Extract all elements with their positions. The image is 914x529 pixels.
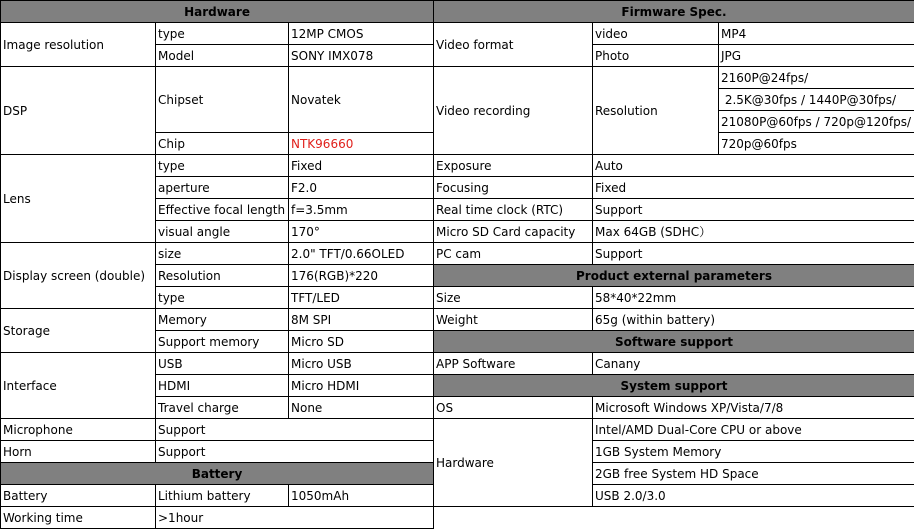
- rtc-label: Real time clock (RTC): [434, 199, 593, 221]
- battery-label: Battery: [1, 485, 156, 507]
- table-row: [434, 419, 914, 441]
- spec-value: 58*40*22mm: [593, 287, 914, 309]
- spec-value: Lithium battery: [156, 485, 289, 507]
- display-label: Display screen (double): [1, 243, 156, 309]
- lens-label: Lens: [1, 155, 156, 243]
- spec-value: Microsoft Windows XP/Vista/7/8: [593, 397, 914, 419]
- pc-cam-label: PC cam: [434, 243, 593, 265]
- table-row: [434, 23, 914, 45]
- hardware-table: [0, 0, 434, 529]
- battery-header-row: [1, 463, 434, 485]
- table-row: [434, 309, 914, 331]
- spec-value: Fixed: [593, 177, 914, 199]
- spec-value: Max 64GB (SDHC）: [593, 221, 914, 243]
- horn-label: Horn: [1, 441, 156, 463]
- exposure-label: Exposure: [434, 155, 593, 177]
- table-row: [434, 287, 914, 309]
- spec-key: Chip: [156, 133, 289, 155]
- software-header-row: [434, 331, 914, 353]
- hardware-header-row: [1, 1, 434, 23]
- external-header: Product external parameters: [434, 265, 914, 287]
- spec-key: aperture: [156, 177, 289, 199]
- spec-value: F2.0: [289, 177, 434, 199]
- spec-value: 176(RGB)*220: [289, 265, 434, 287]
- table-row: [434, 243, 914, 265]
- software-header: Software support: [434, 331, 914, 353]
- spec-value: 170°: [289, 221, 434, 243]
- spec-value: Intel/AMD Dual-Core CPU or above: [593, 419, 914, 441]
- spec-value: Auto: [593, 155, 914, 177]
- spec-key: Chipset: [156, 67, 289, 133]
- table-row: [1, 507, 434, 529]
- spec-value: 2.5K@30fps / 1440P@30fps/: [719, 89, 914, 111]
- image-resolution-label: Image resolution: [1, 23, 156, 67]
- spec-value: Micro HDMI: [289, 375, 434, 397]
- spec-value: 1050mAh: [289, 485, 434, 507]
- spec-value: SONY IMX078: [289, 45, 434, 67]
- spec-value: Support: [593, 199, 914, 221]
- spec-value: 65g (within battery): [593, 309, 914, 331]
- spec-value: f=3.5mm: [289, 199, 434, 221]
- spec-value: 12MP CMOS: [289, 23, 434, 45]
- spec-value: Support: [593, 243, 914, 265]
- sd-capacity-label: Micro SD Card capacity: [434, 221, 593, 243]
- system-header-row: [434, 375, 914, 397]
- table-row: [1, 243, 434, 265]
- spec-value: MP4: [719, 23, 914, 45]
- table-row: [434, 221, 914, 243]
- spec-value: Micro USB: [289, 353, 434, 375]
- spec-key: Photo: [593, 45, 719, 67]
- video-recording-label: Video recording: [434, 67, 593, 155]
- spec-value: 2.0" TFT/0.66OLED: [289, 243, 434, 265]
- table-row: [1, 309, 434, 331]
- spec-key: Travel charge: [156, 397, 289, 419]
- spec-value: 2GB free System HD Space: [593, 463, 914, 485]
- spec-value: JPG: [719, 45, 914, 67]
- table-row: [1, 23, 434, 45]
- size-label: Size: [434, 287, 593, 309]
- spec-value: None: [289, 397, 434, 419]
- microphone-label: Microphone: [1, 419, 156, 441]
- spec-key: HDMI: [156, 375, 289, 397]
- spec-key: Support memory: [156, 331, 289, 353]
- spec-value: Canany: [593, 353, 914, 375]
- table-row: [1, 67, 434, 133]
- chip-value: NTK96660: [289, 133, 434, 155]
- spec-value: 21080P@60fps / 720p@120fps/: [719, 111, 914, 133]
- table-row: [434, 67, 914, 89]
- spec-key: type: [156, 287, 289, 309]
- spec-key: type: [156, 155, 289, 177]
- external-header-row: [434, 265, 914, 287]
- table-row: [1, 441, 434, 463]
- table-row: [1, 353, 434, 375]
- spec-key: Model: [156, 45, 289, 67]
- interface-label: Interface: [1, 353, 156, 419]
- spec-value: TFT/LED: [289, 287, 434, 309]
- spec-key: video: [593, 23, 719, 45]
- spec-key: Resolution: [156, 265, 289, 287]
- table-row: [434, 397, 914, 419]
- dsp-label: DSP: [1, 67, 156, 155]
- spec-key: Effective focal length: [156, 199, 289, 221]
- spec-value: 2160P@24fps/: [719, 67, 914, 89]
- hardware-header: Hardware: [1, 1, 434, 23]
- spec-value: USB 2.0/3.0: [593, 485, 914, 507]
- firmware-header: Firmware Spec.: [434, 1, 914, 23]
- spec-value: Novatek: [289, 67, 434, 133]
- spec-value: Support: [156, 441, 434, 463]
- table-row: [1, 155, 434, 177]
- spec-value: Fixed: [289, 155, 434, 177]
- system-header: System support: [434, 375, 914, 397]
- weight-label: Weight: [434, 309, 593, 331]
- table-row: [434, 177, 914, 199]
- working-time-label: Working time: [1, 507, 156, 529]
- system-hardware-label: Hardware: [434, 419, 593, 507]
- table-row: [1, 485, 434, 507]
- video-format-label: Video format: [434, 23, 593, 67]
- table-row: [434, 155, 914, 177]
- firmware-table: [433, 0, 914, 507]
- table-row: [434, 199, 914, 221]
- battery-header: Battery: [1, 463, 434, 485]
- table-row: [1, 419, 434, 441]
- focusing-label: Focusing: [434, 177, 593, 199]
- firmware-header-row: [434, 1, 914, 23]
- spec-key: type: [156, 23, 289, 45]
- spec-value: Micro SD: [289, 331, 434, 353]
- spec-value: 720p@60fps: [719, 133, 914, 155]
- app-label: APP Software: [434, 353, 593, 375]
- spec-key: USB: [156, 353, 289, 375]
- table-row: [434, 353, 914, 375]
- spec-key: visual angle: [156, 221, 289, 243]
- os-label: OS: [434, 397, 593, 419]
- storage-label: Storage: [1, 309, 156, 353]
- spec-value: 1GB System Memory: [593, 441, 914, 463]
- spec-value: 8M SPI: [289, 309, 434, 331]
- spec-value: Support: [156, 419, 434, 441]
- spec-value: >1hour: [156, 507, 434, 529]
- spec-key: Resolution: [593, 67, 719, 155]
- spec-key: Memory: [156, 309, 289, 331]
- spec-key: size: [156, 243, 289, 265]
